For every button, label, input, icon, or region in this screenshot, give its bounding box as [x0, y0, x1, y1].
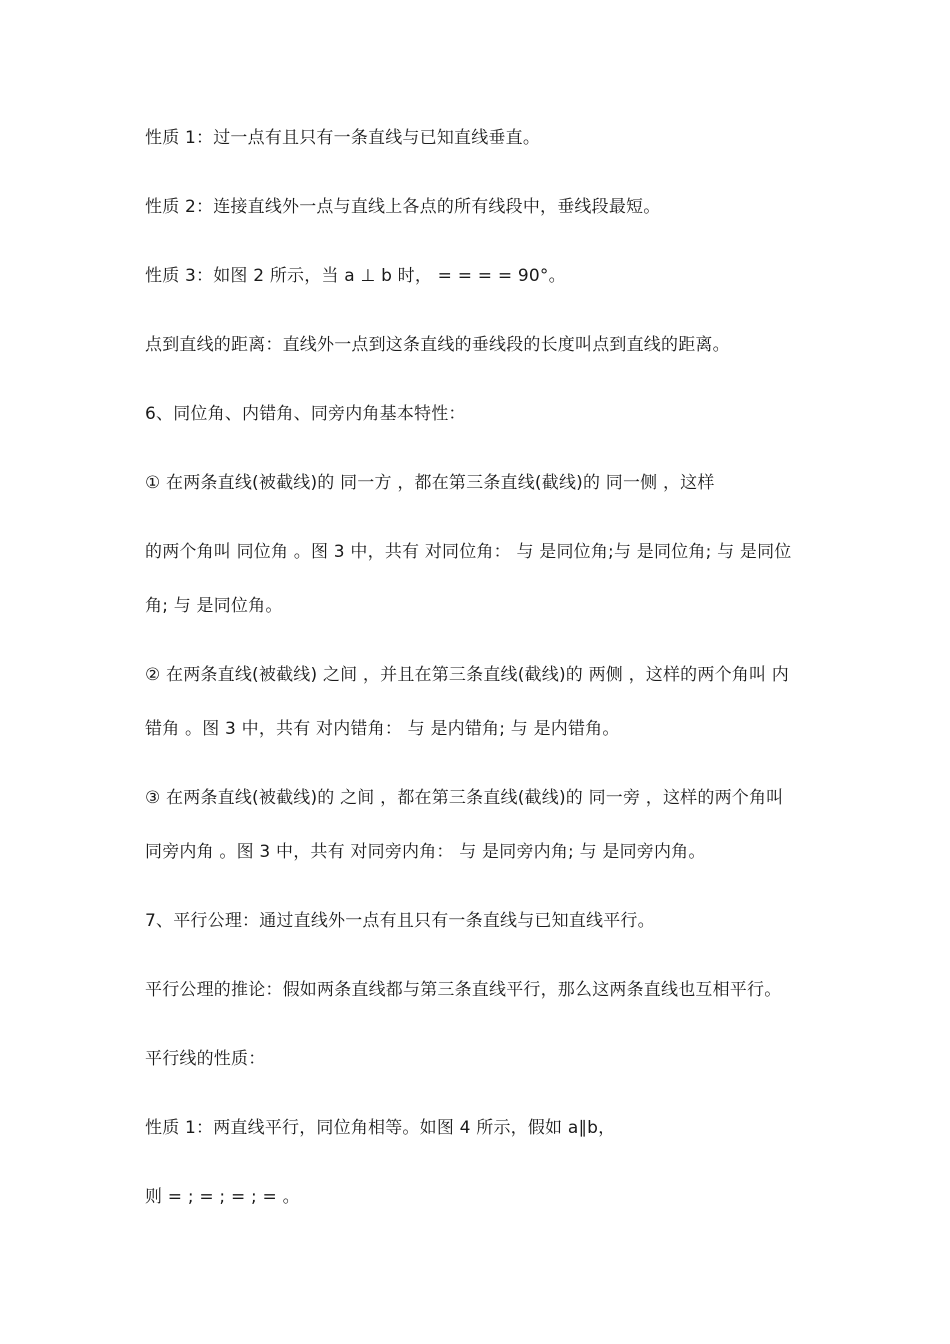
- text-line: 平行线的性质：: [145, 1049, 266, 1069]
- text-line: ③ 在两条直线(被截线)的 之间 ，都在第三条直线(截线)的 同一旁 ，这样的两个角叫: [145, 788, 784, 808]
- text-line: 点到直线的距离：直线外一点到这条直线的垂线段的长度叫点到直线的距离。: [145, 335, 730, 355]
- text-line: 性质 2：连接直线外一点与直线上各点的所有线段中，垂线段最短。: [145, 197, 661, 217]
- text-line: 错角 。图 3 中，共有 对内错角： 与 是内错角; 与 是内错角。: [145, 719, 620, 739]
- section-heading: 7、平行公理：通过直线外一点有且只有一条直线与已知直线平行。: [145, 911, 655, 931]
- text-line: 的两个角叫 同位角 。图 3 中，共有 对同位角： 与 是同位角;与 是同位角; 与 是同位: [145, 542, 792, 562]
- text-line: 同旁内角 。图 3 中，共有 对同旁内角： 与 是同旁内角; 与 是同旁内角。: [145, 842, 706, 862]
- text-line: 角; 与 是同位角。: [145, 596, 283, 616]
- text-line: 性质 1：两直线平行，同位角相等。如图 4 所示，假如 a∥b，: [145, 1118, 616, 1138]
- text-line: 平行公理的推论：假如两条直线都与第三条直线平行，那么这两条直线也互相平行。: [145, 980, 782, 1000]
- text-line: ② 在两条直线(被截线) 之间 ，并且在第三条直线(截线)的 两侧 ，这样的两个角叫 内: [145, 665, 789, 685]
- text-line: 则 = ; = ; = ; = 。: [145, 1187, 300, 1207]
- text-line: ① 在两条直线(被截线)的 同一方 ，都在第三条直线(截线)的 同一侧 ，这样: [145, 473, 715, 493]
- text-line: 性质 3：如图 2 所示，当 a ⊥ b 时， = = = = 90°。: [145, 266, 566, 286]
- section-heading: 6、同位角、内错角、同旁内角基本特性：: [145, 404, 466, 424]
- text-line: 性质 1：过一点有且只有一条直线与已知直线垂直。: [145, 128, 541, 148]
